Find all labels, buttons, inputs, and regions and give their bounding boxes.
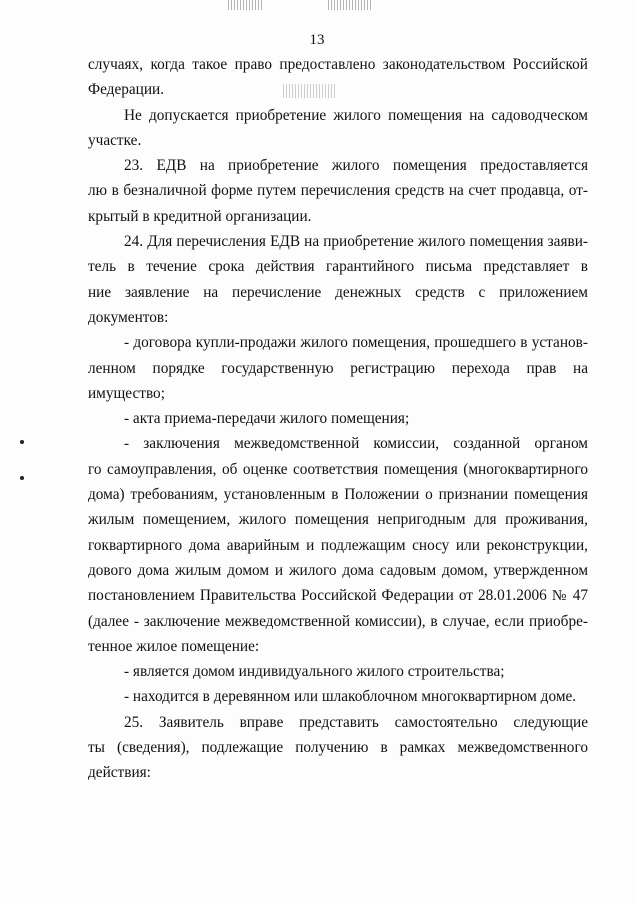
text-line: го самоуправления, об оценке соответствия помещения (многоквартирного [88,460,588,478]
scan-noise [228,0,264,10]
text-line: 24. Для перечисления ЕДВ на приобретение жилого помещения заяви- [124,233,588,251]
text-line: тель в течение срока действия гарантийного письма представляет в [88,258,588,276]
text-line: ние заявление на перечисление денежных средств с приложением [88,283,588,301]
text-line: 25. Заявитель вправе представить самостоятельно следующие [124,713,588,731]
text-line: гоквартирного дома аварийным и подлежащим сносу или реконструкции, [88,536,588,554]
text-line: дового дома жилым домом и жилого дома садовым домом, утвержденном [88,561,588,579]
text-line: Не допускается приобретение жилого помещения на садоводческом [124,106,588,124]
scan-noise [328,0,372,10]
text-line: ленном порядке государственную регистрацию перехода прав на [88,359,588,377]
document-body [88,52,588,786]
text-line: постановлением Правительства Российской Федерации от 28.01.2006 № 47 [88,587,588,605]
text-line: - находится в деревянном или шлакоблочном многоквартирном доме. [124,688,577,706]
text-line: имущество; [88,384,165,402]
text-line: участке. [88,131,142,149]
text-line: жилым помещением, жилого помещения непригодным для проживания, [88,511,588,529]
text-line: случаях, когда такое право предоставлено законодательством Российской [88,56,588,73]
page-number: 13 [309,32,325,48]
text-line: дома) требованиям, установленным в Положении о признании помещения [88,486,588,504]
text-line: крытый в кредитной организации. [88,207,312,225]
margin-mark [20,476,24,480]
text-line: (далее - заключение межведомственной комиссии), в случае, если приобре- [88,612,588,630]
text-line: - акта приема-передачи жилого помещения; [124,410,410,428]
text-line: 23. ЕДВ на приобретение жилого помещения предоставляется [124,157,588,175]
text-line: - заключения межведомственной комиссии, созданной органом [124,435,588,453]
text-line: - договора купли-продажи жилого помещения, прошедшего в установ- [124,334,588,352]
text-line: документов: [88,308,169,326]
text-line: ты (сведения), подлежащие получению в рамках межведомственного [88,739,588,757]
text-line: - является домом индивидуального жилого строительства; [124,663,505,681]
text-line: действия: [88,764,151,782]
margin-mark [20,440,24,444]
text-line: тенное жилое помещение: [88,637,260,655]
text-line: лю в безналичной форме путем перечисления средств на счет продавца, от- [88,182,588,200]
text-line: Федерации. [88,81,165,99]
